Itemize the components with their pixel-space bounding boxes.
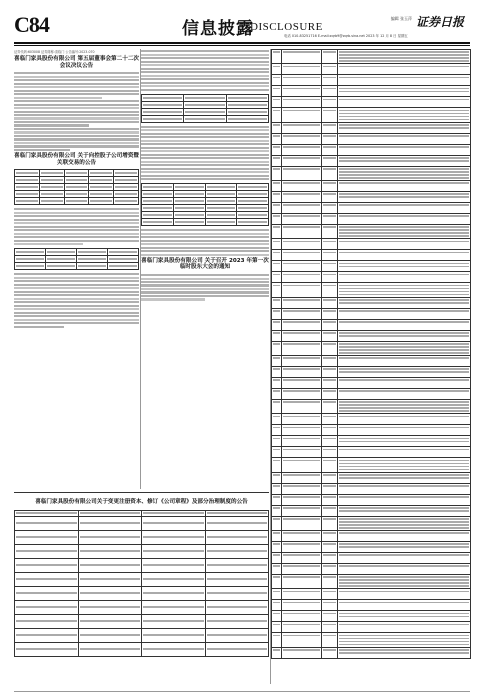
table-row (272, 436, 471, 447)
data-table (14, 169, 139, 205)
column-3 (271, 49, 471, 684)
footer-rule (14, 691, 470, 692)
table-row (272, 272, 471, 283)
masthead (14, 12, 472, 42)
table-row (272, 261, 471, 272)
announcement-headline: 喜临门家具股份有限公司 关于召开 2023 年第一次临时股东大会的通知 (141, 257, 269, 271)
table-row (15, 544, 269, 558)
table-row (272, 144, 471, 155)
table-row (272, 611, 471, 622)
table-row (272, 388, 471, 399)
table-row (272, 399, 471, 413)
table-row (272, 97, 471, 108)
announcement-headline: 喜临门家具股份有限公司关于变更注册资本、修订《公司章程》及部分治理制度的公告 (35, 499, 248, 505)
table-row (272, 180, 471, 191)
body-text-block-2 (14, 208, 139, 245)
table-row (272, 308, 471, 319)
section-title-en: DISCLOSURE (250, 21, 323, 33)
section-title-cn: 信息披露 (182, 19, 254, 39)
table-row (272, 377, 471, 388)
table-row (272, 530, 471, 541)
table-row (272, 330, 471, 341)
table-row (272, 86, 471, 97)
table-row (272, 600, 471, 611)
amendment-table (14, 510, 269, 657)
table-row (272, 297, 471, 308)
newspaper-logo: 证券日报 (415, 15, 464, 29)
table-row (15, 614, 269, 628)
table-row (272, 505, 471, 516)
table-row (15, 558, 269, 572)
table-row (272, 191, 471, 202)
table-row (272, 75, 471, 86)
table-row (272, 563, 471, 574)
table-row (15, 642, 269, 656)
table-row (272, 425, 471, 436)
table-row (272, 494, 471, 505)
table-row (272, 283, 471, 297)
table-row (272, 458, 471, 472)
column-2 (141, 49, 269, 499)
announcement-headline: 喜临门家具股份有限公司 第五届董事会第二十二次会议决议公告 (14, 56, 140, 69)
table-row (272, 239, 471, 250)
body-text-block-3 (141, 229, 269, 256)
table-row (272, 622, 471, 633)
table-row (272, 355, 471, 366)
table-row (272, 589, 471, 600)
announcement-headline-2: 喜临门家具股份有限公司 关于向控股子公司增资暨关联交易的公告 (14, 153, 140, 166)
table-row (272, 166, 471, 180)
bottom-announcement (14, 492, 269, 684)
table-row (272, 133, 471, 144)
regulation-comparison-table (271, 49, 471, 659)
table-row (272, 366, 471, 377)
editor-credits: 编辑 张玉萍 (390, 16, 412, 21)
body-text-block-3 (14, 273, 139, 327)
table-row (272, 224, 471, 238)
data-table (141, 94, 269, 123)
table-row (15, 600, 269, 614)
table-row (272, 122, 471, 133)
contact-line: 电话 010-83251716 E-mail:zqrb9@zqrb.sina.net 2023 年 12 月 8 日 星期五 (284, 34, 408, 38)
data-table-2 (141, 183, 269, 226)
table-row (272, 202, 471, 213)
body-text-block-4 (141, 274, 269, 301)
body-text-block (14, 72, 139, 151)
table-row (15, 530, 269, 544)
table-row (272, 483, 471, 494)
announcement-code-line: 证券代码:603008 证券简称:喜临门 公告编号:2023-070 (14, 50, 95, 54)
table-row (15, 628, 269, 642)
table-row (272, 64, 471, 75)
table-row (272, 108, 471, 122)
body-text-block-2 (141, 126, 269, 180)
table-row (15, 586, 269, 600)
body-text-block (141, 50, 269, 91)
table-row (272, 633, 471, 647)
masthead-rule (14, 42, 470, 44)
table-row (272, 250, 471, 261)
table-row (272, 516, 471, 530)
masthead-rule-thin (14, 45, 470, 46)
data-table-2 (14, 248, 139, 270)
table-row (272, 647, 471, 658)
table-row (272, 414, 471, 425)
table-row (272, 50, 471, 64)
table-row (272, 541, 471, 552)
table-row (272, 155, 471, 166)
table-row (272, 447, 471, 458)
table-row (272, 341, 471, 355)
table-row (15, 516, 269, 530)
table-row (272, 319, 471, 330)
table-row (272, 213, 471, 224)
table-row (272, 552, 471, 563)
table-row (15, 572, 269, 586)
table-row (272, 574, 471, 588)
page-number: C84 (14, 12, 49, 37)
table-row (272, 472, 471, 483)
